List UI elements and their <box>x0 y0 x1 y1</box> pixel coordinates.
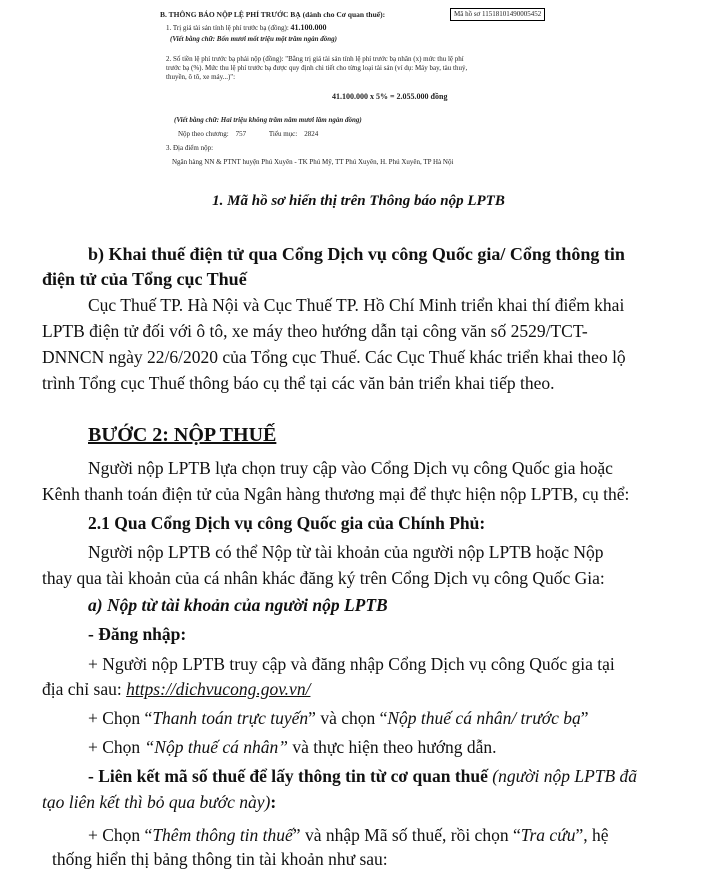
notice-line1-words: (Viết bằng chữ: Bốn mươi mốt triệu một trăm ngàn đồng) <box>170 35 337 43</box>
tax-notice-image <box>160 10 600 188</box>
subheading-a: a) Nộp từ tài khoản của người nộp LPTB <box>88 595 388 615</box>
section-b-para-4: trình Tổng cục Thuế thông báo cụ thể tại các văn bản triển khai tiếp theo. <box>42 373 555 393</box>
step2-intro-1: Người nộp LPTB lựa chọn truy cập vào Cổng Dịch vụ công Quốc gia hoặc <box>88 458 613 478</box>
notice-place-label: 3. Địa điểm nộp: <box>166 144 214 152</box>
notice-line1: 1. Trị giá tài sản tính lệ phí trước bạ (đồng): 41.100.000 <box>166 23 327 32</box>
para-2-1-a: Người nộp LPTB có thể Nộp từ tài khoản của người nộp LPTB hoặc Nộp <box>88 542 604 562</box>
step2-heading: BƯỚC 2: NỘP THUẾ <box>88 424 277 446</box>
section-b-title-2: điện tử của Tổng cục Thuế <box>42 269 247 289</box>
section-b-title-1: b) Khai thuế điện tử qua Cổng Dịch vụ công Quốc gia/ Cổng thông tin <box>88 244 625 264</box>
dichvucong-link[interactable]: https://dichvucong.gov.vn/ <box>126 679 311 699</box>
choose-personal-tax-line: + Chọn “Nộp thuế cá nhân” và thực hiện theo hướng dẫn. <box>88 737 497 757</box>
link-taxcode-line-1: - Liên kết mã số thuế để lấy thông tin từ cơ quan thuế (người nộp LPTB đã <box>88 766 638 786</box>
login-line-2: địa chỉ sau: https://dichvucong.gov.vn/ <box>42 679 311 699</box>
dossier-number-box: Mã hồ sơ 11518101490005452 <box>450 8 545 21</box>
section-b-para-3: DNNCN ngày 22/6/2020 của Tổng cục Thuế. Các Cục Thuế khác triển khai theo lộ <box>42 347 626 367</box>
notice-chapter: Nộp theo chương: 757 Tiểu mục: 2824 <box>178 130 319 138</box>
section-b-para-2: LPTB điện tử đối với ô tô, xe máy theo hướng dẫn tại công văn số 2529/TCT- <box>42 321 588 341</box>
notice-line2c: thuyền, ô tô, xe máy...)": <box>166 73 236 81</box>
login-line-1: + Người nộp LPTB truy cập và đăng nhập Cổng Dịch vụ công Quốc gia tại <box>88 654 615 674</box>
notice-calc-words: (Viết bằng chữ: Hai triệu không trăm năm mươi lăm ngàn đồng) <box>174 116 362 124</box>
notice-line2: 2. Số tiền lệ phí trước bạ phải nộp (đồng): "Bằng trị giá tài sản tính lệ phí trước bạ nhân (x) mức thu lệ phí <box>166 55 464 63</box>
section-b-para-1: Cục Thuế TP. Hà Nội và Cục Thuế TP. Hồ Chí Minh triển khai thí điểm khai <box>88 295 625 315</box>
subheading-2-1: 2.1 Qua Cổng Dịch vụ công Quốc gia của Chính Phủ: <box>88 513 486 533</box>
step2-intro-2: Kênh thanh toán điện tử của Ngân hàng thương mại để thực hiện nộp LPTB, cụ thể: <box>42 484 630 504</box>
add-tax-info-line-2: thống hiển thị bảng thông tin tài khoản như sau: <box>52 849 388 869</box>
login-heading: - Đăng nhập: <box>88 624 187 644</box>
notice-title: B. THÔNG BÁO NỘP LỆ PHÍ TRƯỚC BẠ (dành cho Cơ quan thuế): <box>160 10 386 19</box>
para-2-1-b: thay qua tài khoản của cá nhân khác đăng ký trên Cổng Dịch vụ công Quốc Gia: <box>42 568 605 588</box>
notice-line2b: trước bạ (%). Mức thu lệ phí trước bạ được quy định chi tiết cho từng loại tài sản (ví dụ: Máy bay, tàu thuỷ, <box>166 64 468 72</box>
notice-calc: 41.100.000 x 5% = 2.055.000 đồng <box>332 92 448 101</box>
choose-payment-line: + Chọn “Thanh toán trực tuyến” và chọn “Nộp thuế cá nhân/ trước bạ” <box>88 708 589 728</box>
notice-place-value: Ngân hàng NN & PTNT huyện Phú Xuyên - TK Phú Mỹ, TT Phú Xuyên, H. Phú Xuyên, TP Hà Nội <box>172 158 454 166</box>
figure-caption: 1. Mã hồ sơ hiển thị trên Thông báo nộp LPTB <box>212 193 505 209</box>
add-tax-info-line-1: + Chọn “Thêm thông tin thuế” và nhập Mã số thuế, rồi chọn “Tra cứu”, hệ <box>88 825 609 845</box>
link-taxcode-line-2: tạo liên kết thì bỏ qua bước này): <box>42 792 277 812</box>
